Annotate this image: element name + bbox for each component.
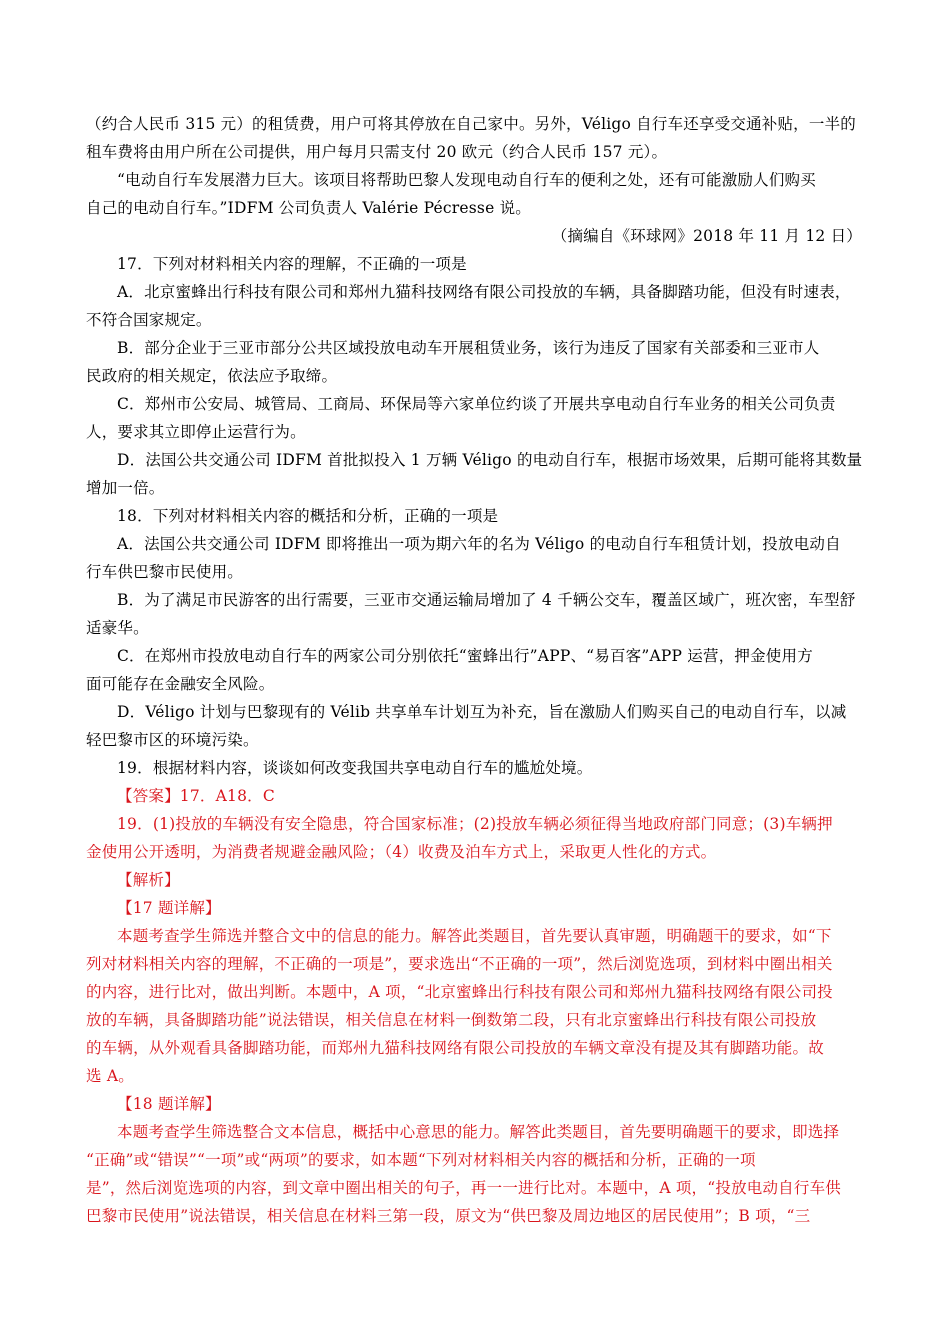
answer-q19-cont: 金使用公开透明，为消费者规避金融风险；（4）收费及泊车方式上，采取更人性化的方式。: [86, 843, 717, 861]
q19-stem: 19．根据材料内容，谈谈如何改变我国共享电动自行车的尴尬处境。: [117, 759, 593, 777]
q18-option-d-cont: 轻巴黎市区的环境污染。: [86, 731, 259, 749]
q17-option-c-cont: 人，要求其立即停止运营行为。: [86, 423, 306, 441]
detail18-line: 是”，然后浏览选项的内容，到文章中圈出相关的句子，再一一进行比对。本题中，A 项，“投放电动自行车供: [86, 1179, 841, 1197]
q17-option-c: C．郑州市公安局、城管局、工商局、环保局等六家单位约谈了开展共享电动自行车业务的相关公司负责: [117, 395, 836, 413]
q17-option-a: A．北京蜜蜂出行科技有限公司和郑州九猫科技网络有限公司投放的车辆，具备脚踏功能，但没有时速表，: [117, 283, 851, 301]
detail18-line: “正确”或“错误”“一项”或“两项”的要求，如本题“下列对材料相关内容的概括和分析，正确的一项: [86, 1151, 756, 1169]
q17-option-a-cont: 不符合国家规定。: [86, 311, 212, 329]
q17-stem: 17．下列对材料相关内容的理解，不正确的一项是: [117, 255, 467, 273]
passage-line: “电动自行车发展潜力巨大。该项目将帮助巴黎人发现电动自行车的便利之处，还有可能激励人们购买: [117, 171, 816, 189]
q17-option-d-cont: 增加一倍。: [86, 479, 165, 497]
detail17-line: 列对材料相关内容的理解，不正确的一项是”，要求选出“不正确的一项”，然后浏览选项，到材料中圈出相关: [86, 955, 833, 973]
answer-line: 【答案】17．A18．C: [117, 787, 275, 805]
detail17-label: 【17 题详解】: [117, 899, 221, 917]
detail17-line: 的内容，进行比对，做出判断。本题中，A 项，“北京蜜蜂出行科技有限公司和郑州九猫科技网络有限公司投: [86, 983, 833, 1001]
detail17-line: 选 A。: [86, 1067, 134, 1085]
q18-option-a-cont: 行车供巴黎市民使用。: [86, 563, 244, 581]
passage-source: （摘编自《环球网》2018 年 11 月 12 日）: [551, 227, 862, 245]
detail17-line: 本题考查学生筛选并整合文中的信息的能力。解答此类题目，首先要认真审题，明确题干的要求，如“下: [117, 927, 832, 945]
q18-option-d: D．Véligo 计划与巴黎现有的 Vélib 共享单车计划互为补充，旨在激励人们购买自己的电动自行车，以减: [117, 703, 847, 721]
passage-line: 租车费将由用户所在公司提供，用户每月只需支付 20 欧元（约合人民币 157 元）。: [86, 143, 668, 161]
detail17-line: 放的车辆，具备脚踏功能”说法错误，相关信息在材料一倒数第二段，只有北京蜜蜂出行科技有限公司投放: [86, 1011, 817, 1029]
q17-option-b: B．部分企业于三亚市部分公共区域投放电动车开展租赁业务，该行为违反了国家有关部委和三亚市人: [117, 339, 820, 357]
q17-option-b-cont: 民政府的相关规定，依法应予取缔。: [86, 367, 338, 385]
passage-line: 自己的电动自行车。”IDFM 公司负责人 Valérie Pécresse 说。: [86, 199, 531, 217]
detail18-label: 【18 题详解】: [117, 1095, 221, 1113]
q18-stem: 18．下列对材料相关内容的概括和分析，正确的一项是: [117, 507, 499, 525]
detail17-line: 的车辆，从外观看具备脚踏功能，而郑州九猫科技网络有限公司投放的车辆文章没有提及其有脚踏功能。故: [86, 1039, 824, 1057]
detail18-line: 本题考查学生筛选整合文本信息，概括中心意思的能力。解答此类题目，首先要明确题干的要求，即选择: [117, 1123, 840, 1141]
q18-option-a: A．法国公共交通公司 IDFM 即将推出一项为期六年的名为 Véligo 的电动自行车租赁计划，投放电动自: [117, 535, 841, 553]
q18-option-b: B．为了满足市民游客的出行需要，三亚市交通运输局增加了 4 千辆公交车，覆盖区域广，班次密，车型舒: [117, 591, 856, 609]
q18-option-b-cont: 适豪华。: [86, 619, 149, 637]
analysis-label: 【解析】: [117, 871, 180, 889]
q18-option-c: C．在郑州市投放电动自行车的两家公司分别依托“蜜蜂出行”APP、“易百客”APP 运营，押金使用方: [117, 647, 813, 665]
q18-option-c-cont: 面可能存在金融安全风险。: [86, 675, 275, 693]
passage-line: （约合人民币 315 元）的租赁费，用户可将其停放在自己家中。另外，Véligo 自行车还享受交通补贴，一半的: [86, 115, 856, 133]
answer-q19: 19．(1)投放的车辆没有安全隐患，符合国家标准；(2)投放车辆必须征得当地政府部门同意；(3)车辆押: [117, 815, 833, 833]
detail18-line: 巴黎市民使用”说法错误，相关信息在材料三第一段，原文为“供巴黎及周边地区的居民使用”；B 项，“三: [86, 1207, 811, 1225]
q17-option-d: D．法国公共交通公司 IDFM 首批拟投入 1 万辆 Véligo 的电动自行车，根据市场效果，后期可能将其数量: [117, 451, 863, 469]
